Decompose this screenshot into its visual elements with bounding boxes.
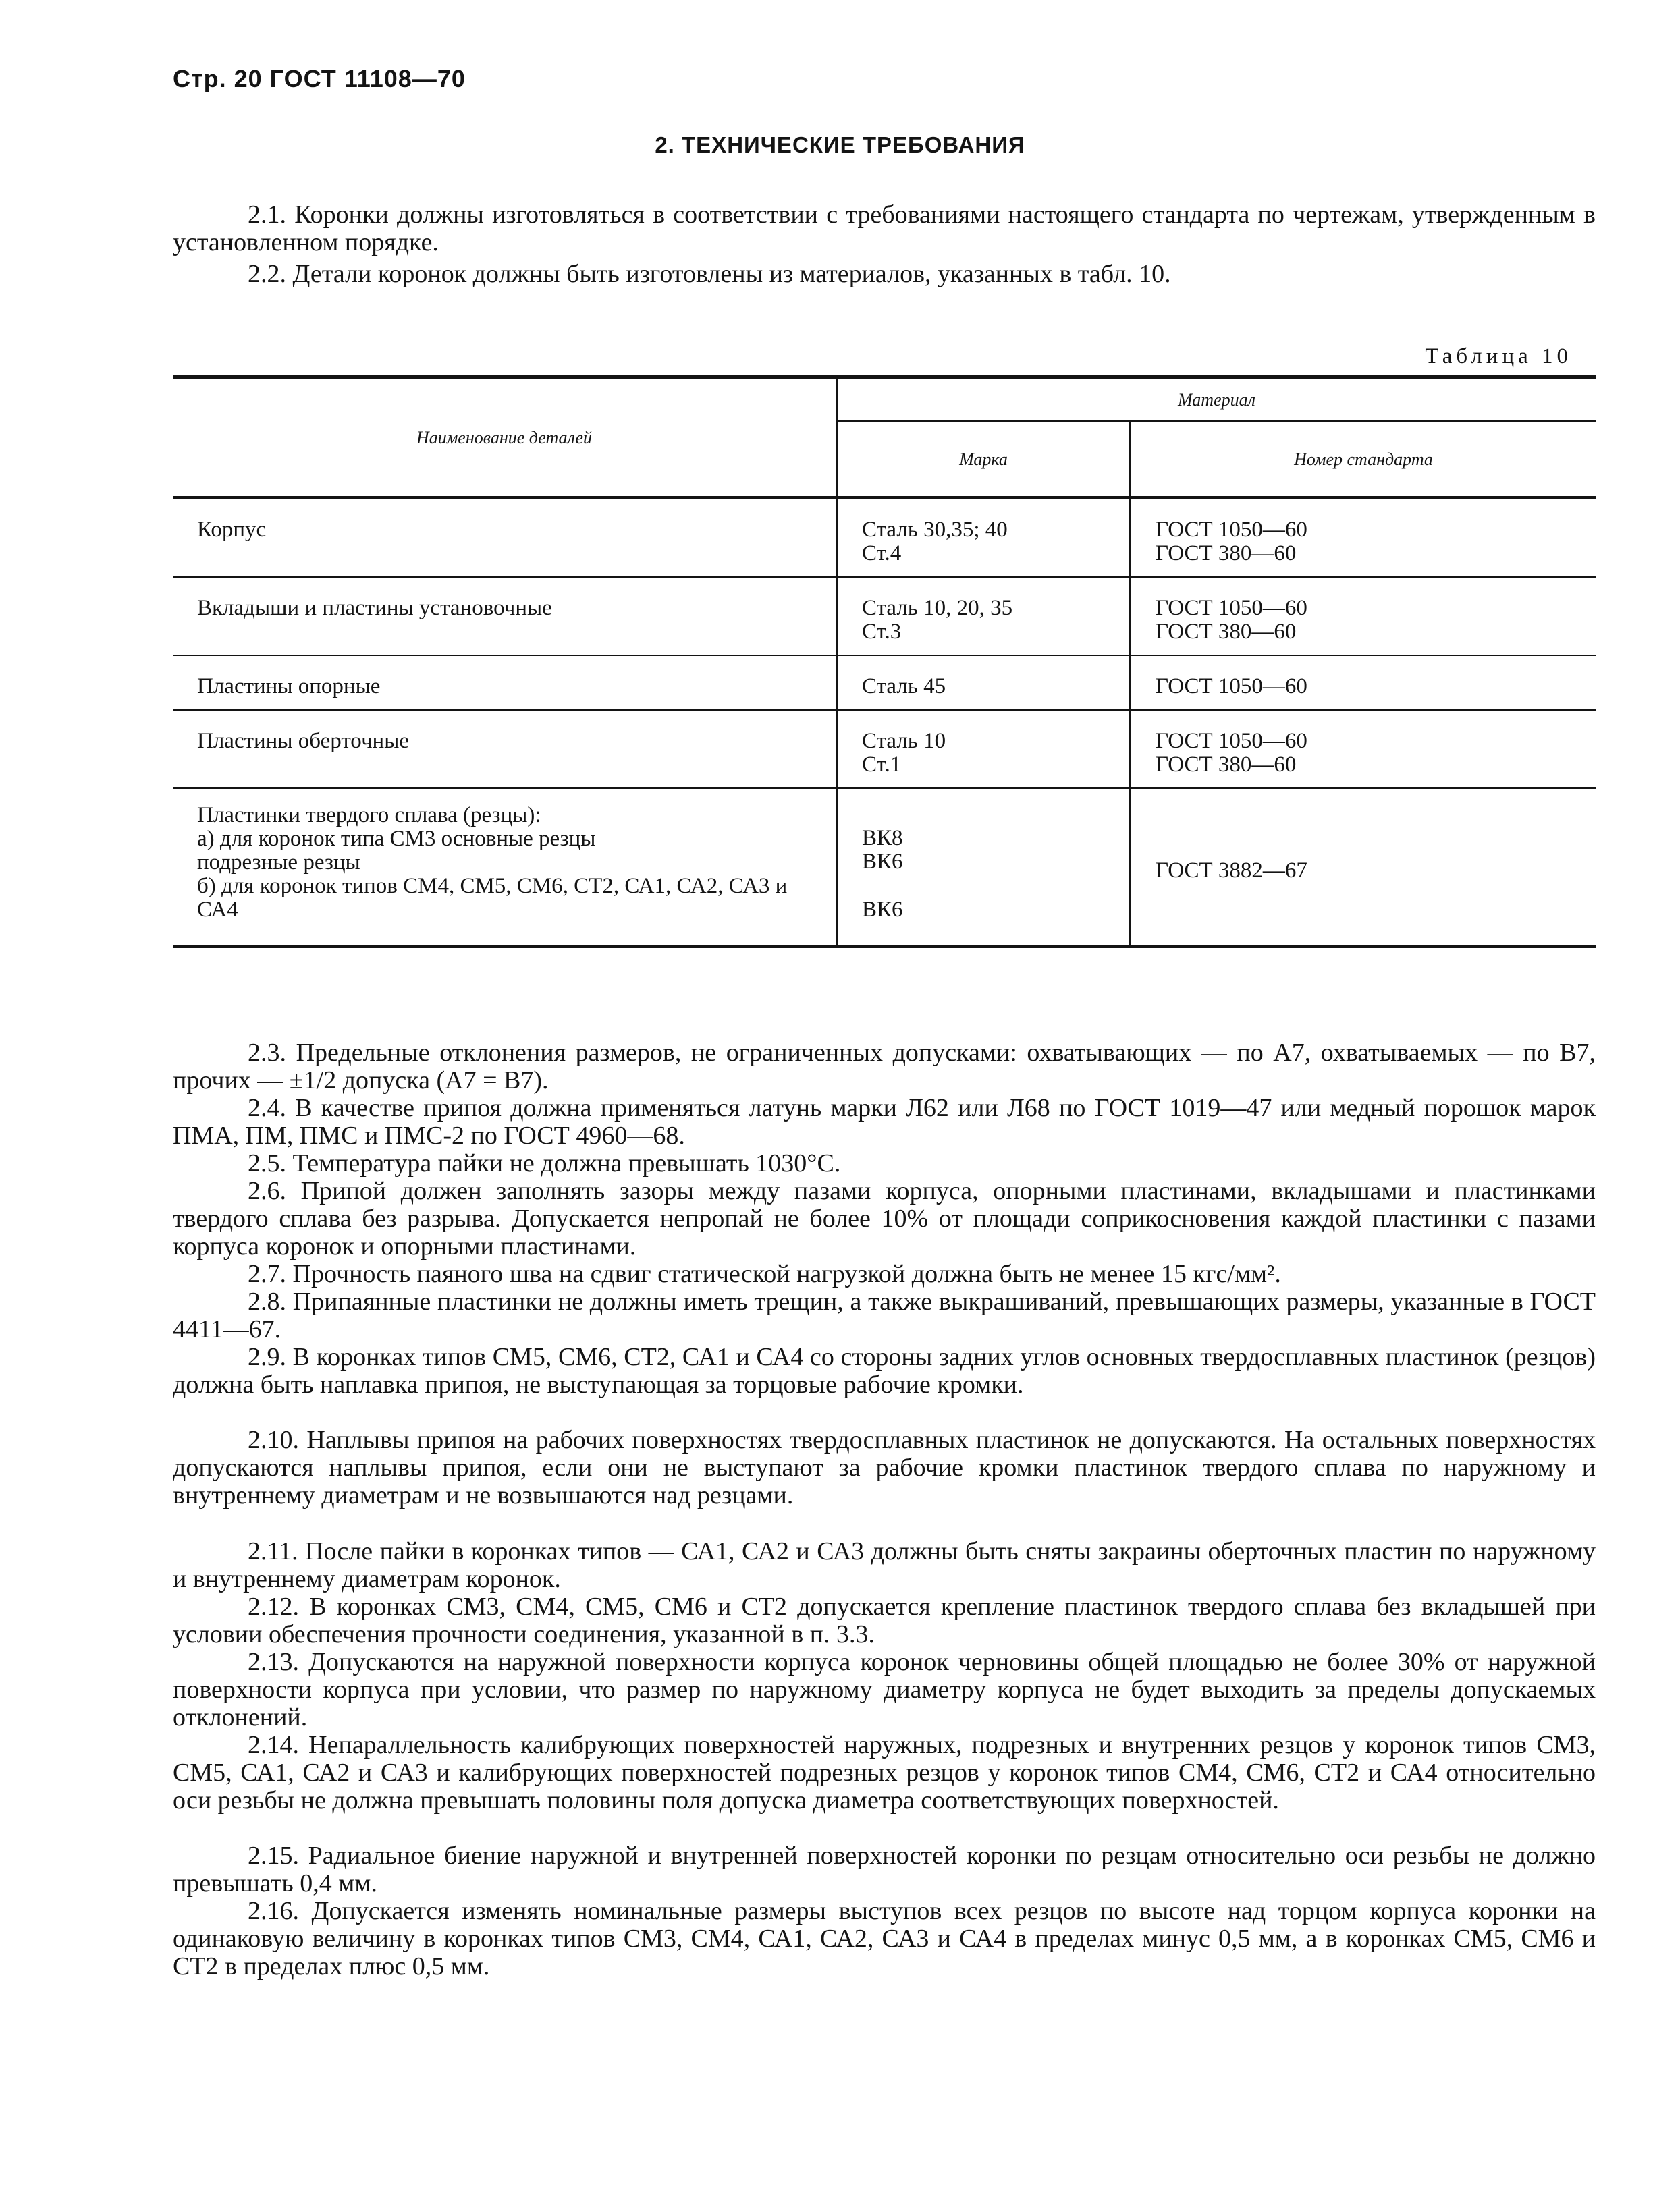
part-name: Корпус xyxy=(173,498,837,578)
part-grade: Сталь 10, 20, 35 Ст.3 xyxy=(837,577,1131,655)
paragraph-2-9: 2.9. В коронках типов СМ5, СМ6, СТ2, СА1 и СА4 со стороны задних углов основных твердосплавных пластинок (резцов) должна быть наплавка припоя, не выступающая за торцовые рабочие кромки. xyxy=(173,1343,1596,1399)
paragraph-2-2: 2.2. Детали коронок должны быть изготовлены из материалов, указанных в табл. 10. xyxy=(248,260,1171,288)
part-grade: Сталь 10 Ст.1 xyxy=(837,710,1131,788)
part-standard: ГОСТ 1050—60 ГОСТ 380—60 xyxy=(1131,710,1596,788)
paragraph-2-16: 2.16. Допускается изменять номинальные размеры выступов всех резцов по высоте над торцом корпуса коронки на одинаковую величину в коронках типов СМ3, СМ4, СА1, СА2, СА3 и СА4 в пределах минус 0,5 мм, а в коронках СМ5, СМ6 и СТ2 в пределах плюс 0,5 мм. xyxy=(173,1897,1596,1981)
part-grade: ВК8 ВК6 ВК6 xyxy=(837,788,1131,947)
part-standard: ГОСТ 1050—60 ГОСТ 380—60 xyxy=(1131,577,1596,655)
paragraph-2-13: 2.13. Допускаются на наружной поверхности корпуса коронок черновины общей площадью не более 30% от наружной поверхности корпуса при условии, что размер по наружному диаметру корпуса не будет выходить за пределы допускаемых отклонений. xyxy=(173,1648,1596,1732)
paragraph-2-11: 2.11. После пайки в коронках типов — СА1, СА2 и СА3 должны быть сняты закраины оберточных пластин по наружному и внутреннему диаметрам коронок. xyxy=(173,1537,1596,1593)
header-grade: Марка xyxy=(837,421,1131,498)
materials-table xyxy=(173,375,1596,948)
page-header: Стр. 20 ГОСТ 11108—70 xyxy=(173,65,466,92)
paragraph-2-4: 2.4. В качестве припоя должна применяться латунь марки Л62 или Л68 по ГОСТ 1019—47 или медный порошок марок ПМА, ПМ, ПМС и ПМС-2 по ГОСТ 4960—68. xyxy=(173,1094,1596,1150)
paragraph-2-6: 2.6. Припой должен заполнять зазоры между пазами корпуса, опорными пластинами, вкладышами и пластинками твердого сплава без разрыва. Допускается непропай не более 10% от площади соприкосновения каждой пластинки с пазами корпуса коронок и опорными пластинами. xyxy=(173,1177,1596,1261)
section-title: 2. ТЕХНИЧЕСКИЕ ТРЕБОВАНИЯ xyxy=(655,132,1025,157)
part-standard: ГОСТ 3882—67 xyxy=(1131,788,1596,947)
paragraph-2-3: 2.3. Предельные отклонения размеров, не ограниченных допусками: охватывающих — по A7, охватываемых — по B7, прочих — ±1/2 допуска (A7 = B7). xyxy=(173,1039,1596,1095)
header-standard: Номер стандарта xyxy=(1131,421,1596,498)
part-name: Пластины опорные xyxy=(173,655,837,710)
part-standard: ГОСТ 1050—60 ГОСТ 380—60 xyxy=(1131,498,1596,578)
part-name: Пластины оберточные xyxy=(173,710,837,788)
part-name: Вкладыши и пластины установочные xyxy=(173,577,837,655)
paragraph-2-1: 2.1. Коронки должны изготовляться в соответствии с требованиями настоящего стандарта по чертежам, утвержденным в установленном порядке. xyxy=(173,200,1596,256)
part-standard: ГОСТ 1050—60 xyxy=(1131,655,1596,710)
header-part-name: Наименование деталей xyxy=(173,377,837,498)
part-name: Пластинки твердого сплава (резцы): а) для коронок типа СМ3 основные резцы подрезные резцы б) для коронок типов СМ4, СМ5, СМ6, СТ2, СА1, СА2, СА3 и СА4 xyxy=(173,788,837,947)
paragraph-2-7: 2.7. Прочность паяного шва на сдвиг статической нагрузкой должна быть не менее 15 кгс/мм². xyxy=(248,1260,1281,1288)
table-row xyxy=(173,788,1596,947)
part-grade: Сталь 45 xyxy=(837,655,1131,710)
paragraph-2-10: 2.10. Наплывы припоя на рабочих поверхностях твердосплавных пластинок не допускаются. На остальных поверхностях допускаются наплывы припоя, если они не выступают за рабочие кромки пластинок твердого сплава по наружному и внутреннему диаметрам и не возвышаются над резцами. xyxy=(173,1426,1596,1510)
paragraph-2-5: 2.5. Температура пайки не должна превышать 1030°С. xyxy=(248,1149,841,1178)
part-grade: Сталь 30,35; 40 Ст.4 xyxy=(837,498,1131,578)
table-caption: Таблица 10 xyxy=(1425,344,1572,368)
paragraph-2-15: 2.15. Радиальное биение наружной и внутренней поверхностей коронки по резцам относительно оси резьбы не должно превышать 0,4 мм. xyxy=(173,1842,1596,1898)
table-row xyxy=(173,577,1596,655)
paragraph-2-12: 2.12. В коронках СМ3, СМ4, СМ5, СМ6 и СТ2 допускается крепление пластинок твердого сплава без вкладышей при условии обеспечения прочности соединения, указанной в п. 3.3. xyxy=(173,1593,1596,1649)
table-row xyxy=(173,655,1596,710)
table-row xyxy=(173,498,1596,578)
paragraph-2-8: 2.8. Припаянные пластинки не должны иметь трещин, а также выкрашиваний, превышающих размеры, указанные в ГОСТ 4411—67. xyxy=(173,1288,1596,1344)
table-row xyxy=(173,710,1596,788)
paragraph-2-14: 2.14. Непараллельность калибрующих поверхностей наружных, подрезных и внутренних резцов у коронок типов СМ3, СМ5, СА1, СА2 и СА3 и калибрующих поверхностей подрезных резцов у коронок типов СМ4, СМ6, СТ2 и СА4 относительно оси резьбы не должна превышать половины поля допуска диаметра соответствующих поверхностей. xyxy=(173,1731,1596,1815)
header-material: Материал xyxy=(837,377,1596,422)
